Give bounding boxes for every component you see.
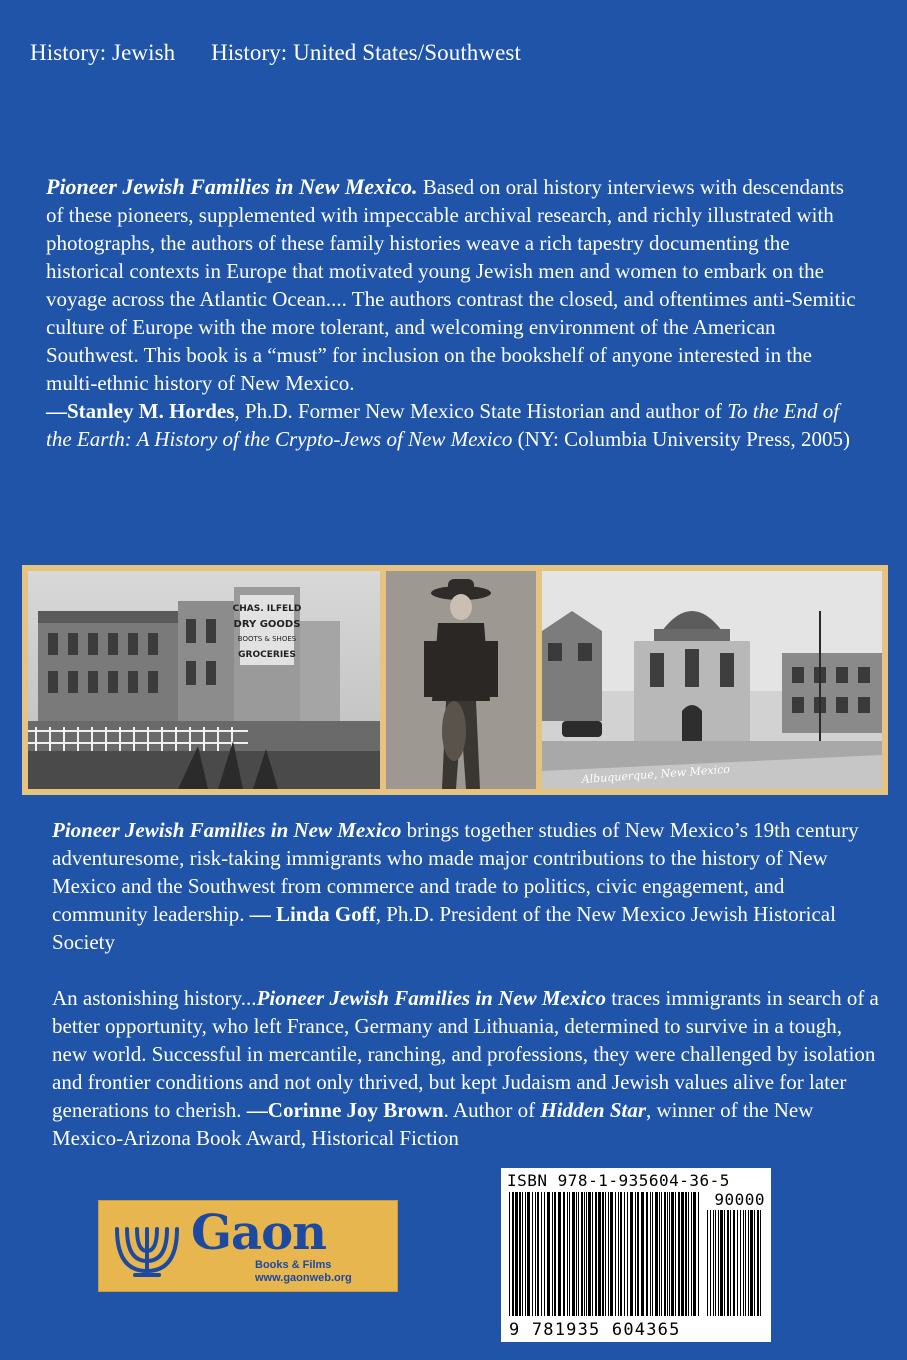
category-line — [30, 40, 551, 66]
price-code: 90000 — [714, 1190, 765, 1209]
review-lead-3: An astonishing history... — [52, 986, 257, 1010]
review-body: Based on oral history interviews with descendants of these pioneers, supplemented with impeccable archival research, and richly illustrated with photographs, the authors of these family histories weave a rich tapestry documenting the historical contexts in Europe that motivated young Jewish men and women to embark on the voyage across the Atlantic Ocean.... The authors contrast the closed, and oftentimes anti-Semitic culture of Europe with the more tolerant, and welcoming environment of the American Southwest. This book is a “must” for inclusion on the bookshelf of anyone interested in the multi-ethnic history of New Mexico. — [46, 175, 856, 395]
svg-text:BOOTS & SHOES: BOOTS & SHOES — [237, 635, 297, 643]
photo-storefront — [28, 571, 380, 789]
photo-cowboy — [386, 571, 536, 789]
reviewer-credentials: , Ph.D. Former New Mexico State Historian and author of — [234, 399, 728, 423]
book-title: Pioneer Jewish Families in New Mexico. — [46, 174, 418, 199]
publisher-line1: Books & Films — [255, 1259, 332, 1271]
isbn-barcode — [501, 1168, 771, 1342]
publisher-website: www.gaonweb.org — [255, 1272, 352, 1284]
reviewer-book-3: Hidden Star — [540, 1098, 647, 1122]
reviewer-name-2: — Linda Goff — [249, 902, 376, 926]
photo-strip — [22, 565, 888, 795]
barcode-bars — [507, 1192, 703, 1316]
reviewer-name-3: —Corinne Joy Brown — [246, 1098, 444, 1122]
publisher-tagline — [255, 1259, 352, 1285]
reviewer-book: To the End of the Earth: A History of the Crypto-Jews of New Mexico — [46, 399, 840, 451]
category-jewish: History: Jewish — [30, 40, 176, 65]
category-southwest: History: United States/Southwest — [211, 40, 521, 65]
review-brown — [52, 984, 880, 1152]
price-barcode-bars — [705, 1210, 765, 1316]
reviewer-publisher: (NY: Columbia University Press, 2005) — [512, 427, 850, 451]
reviewer-mid-3: . Author of — [443, 1098, 541, 1122]
svg-text:GROCERIES: GROCERIES — [238, 650, 296, 660]
review-hordes — [46, 173, 866, 453]
publisher-name: Gaon — [191, 1205, 327, 1261]
review-goff — [52, 816, 860, 956]
isbn-digits: 9 781935 604365 — [509, 1320, 681, 1340]
menorah-icon — [107, 1223, 187, 1279]
svg-text:DRY GOODS: DRY GOODS — [233, 619, 301, 630]
publisher-logo — [98, 1200, 398, 1292]
photo-caption: Albuquerque, New Mexico — [581, 762, 731, 786]
reviewer-award-3: , winner of the New Mexico-Arizona Book Award, Historical Fiction — [52, 1098, 814, 1150]
photo-temple — [542, 571, 882, 789]
review-body-3: traces immigrants in search of a better opportunity, who left France, Germany and Lithuania, determined to survive in a tough, new world. Successful in mercantile, ranching, and professions, they were challenged by isolation and frontier conditions and not only thrived, but kept Judaism and Jewish values alive for later generations to cherish. — [52, 986, 879, 1122]
reviewer-name: —Stanley M. Hordes — [46, 399, 235, 423]
isbn-label: ISBN 978-1-935604-36-5 — [507, 1171, 730, 1190]
reviewer-credentials-2: , Ph.D. President of the New Mexico Jewish Historical Society — [52, 902, 836, 954]
svg-text:CHAS. ILFELD: CHAS. ILFELD — [232, 604, 302, 614]
book-title-3: Pioneer Jewish Families in New Mexico — [256, 986, 606, 1010]
book-title-2: Pioneer Jewish Families in New Mexico — [52, 818, 402, 842]
review-body-2: brings together studies of New Mexico’s 19th century adventuresome, risk-taking immigrants who made major contributions to the history of New Mexico and the Southwest from commerce and trade to politics, civic engagement, and community leadership. — [52, 818, 859, 926]
